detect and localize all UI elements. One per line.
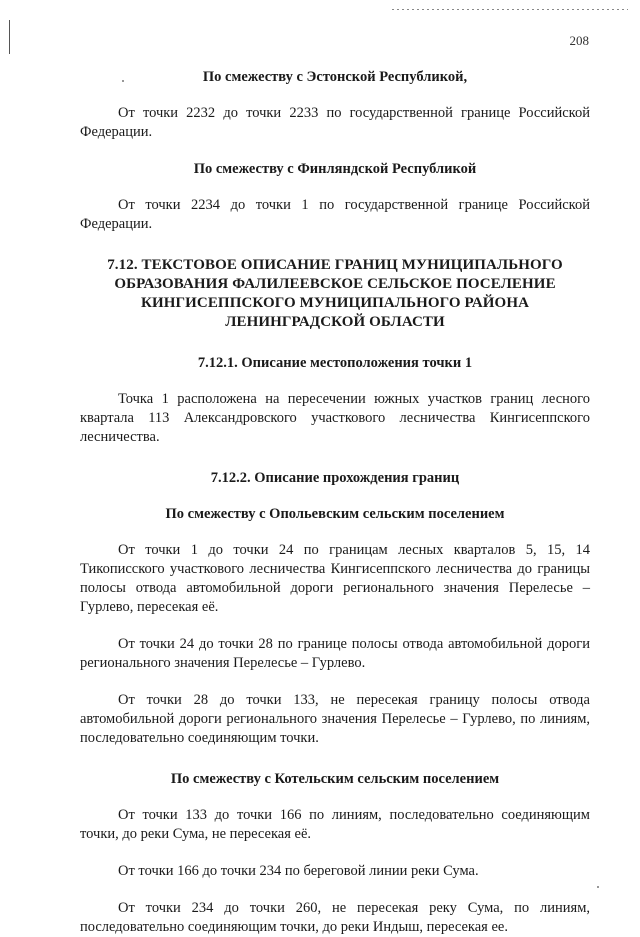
paragraph-kotly-3: От точки 234 до точки 260, не пересекая реку Сума, по линиям, последовательно соединяющим точки, до реки Индыш, пересекая ее. [80, 900, 590, 935]
heading-finland: По смежеству с Финляндской Республикой [193, 161, 477, 177]
paragraph-estonia: От точки 2232 до точки 2233 по государственной границе Российской Федерации. [80, 105, 590, 140]
scan-edge-mark [9, 20, 10, 54]
subsection-heading-point1: 7.12.1. Описание местоположения точки 1 [197, 355, 473, 371]
subsection-heading-boundaries: 7.12.2. Описание прохождения границ [210, 470, 460, 486]
scan-speck [597, 886, 599, 888]
paragraph-finland: От точки 2234 до точки 1 по государственной границе Российской Федерации. [80, 197, 590, 232]
document-body [80, 68, 590, 937]
heading-kotly: По смежеству с Котельским сельским поселением [170, 771, 500, 787]
heading-opolye: По смежеству с Опольевским сельским поселением [165, 506, 505, 522]
heading-estonia: По смежеству с Эстонской Республикой, [202, 69, 468, 85]
paragraph-opolye-2: От точки 24 до точки 28 по границе полосы отвода автомобильной дороги регионального значения Перелесье – Гурлево. [80, 636, 590, 671]
paragraph-opolye-3: От точки 28 до точки 133, не пересекая границу полосы отвода автомобильной дороги регионального значения Перелесье – Гурлево, по линиям, последовательно соединяющим точки. [80, 692, 590, 746]
paragraph-kotly-2: От точки 166 до точки 234 по береговой линии реки Сума. [118, 863, 479, 879]
paragraph-opolye-1: От точки 1 до точки 24 по границам лесных кварталов 5, 15, 14 Тикописского участкового лесничества Кингисеппского лесничества до границы полосы отвода автомобильной дороги регионального значения Перелесье – Гурлево, пересекая её. [80, 542, 590, 615]
paragraph-kotly-1: От точки 133 до точки 166 по линиям, последовательно соединяющим точки, до реки Сума, не пересекая её. [80, 807, 590, 842]
scan-edge-mark [392, 9, 628, 10]
section-title: 7.12. ТЕКСТОВОЕ ОПИСАНИЕ ГРАНИЦ МУНИЦИПАЛЬНОГО ОБРАЗОВАНИЯ ФАЛИЛЕЕВСКОЕ СЕЛЬСКОЕ ПОСЕЛЕНИЕ КИНГИСЕППСКОГО МУНИЦИПАЛЬНОГО РАЙОНА ЛЕНИНГРАДСКОЙ ОБЛАСТИ [107, 257, 563, 330]
paragraph-point1: Точка 1 расположена на пересечении южных участков границ лесного квартала 113 Александровского участкового лесничества Кингисеппского лесничества. [80, 391, 590, 445]
page-number: 208 [569, 33, 589, 48]
